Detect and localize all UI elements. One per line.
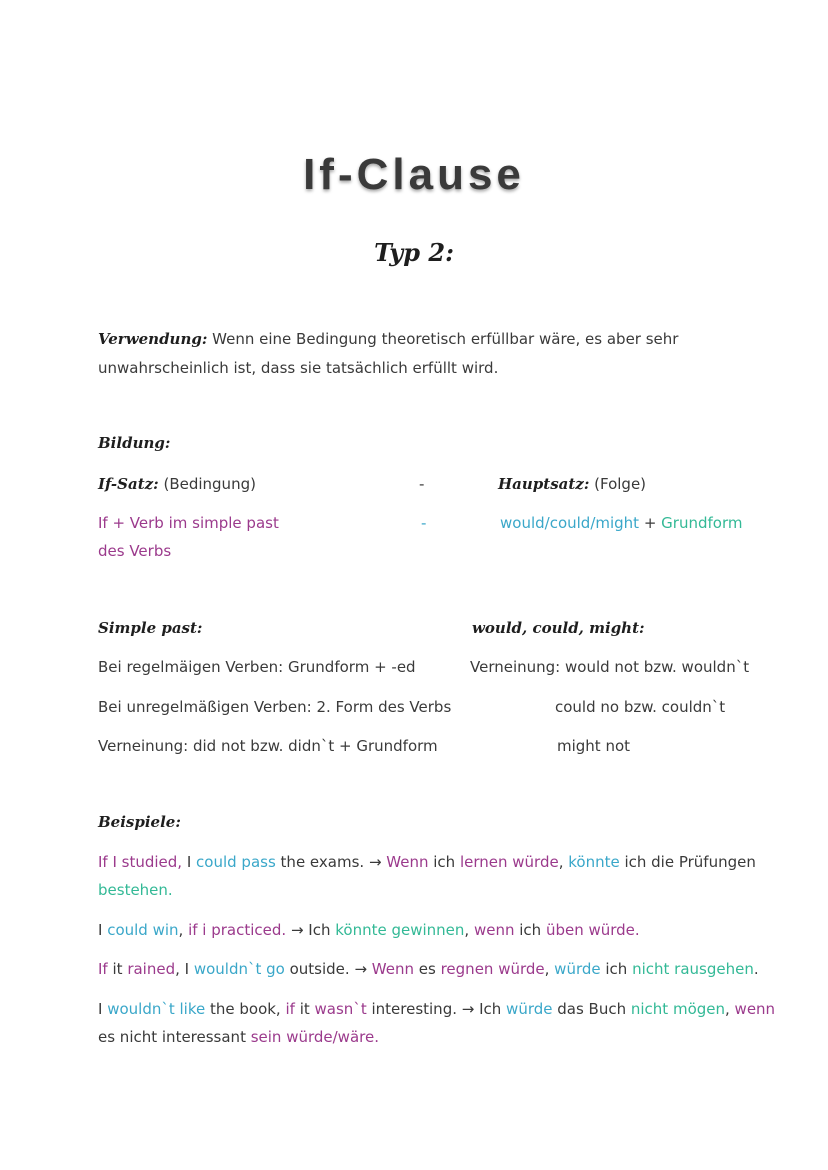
ex1-i: I [186, 853, 197, 871]
ex4-ich: Ich [479, 1000, 507, 1018]
ex3-wuerde: würde [554, 960, 601, 978]
ex3-wouldnt-go: wouldn`t go [193, 960, 285, 978]
ex4-if: if [285, 1000, 295, 1018]
ex4-sein-wuerde: sein würde/wäre. [250, 1028, 379, 1046]
ex2-wenn: wenn [473, 921, 515, 939]
ex4-wuerde: würde [506, 1000, 553, 1018]
bildung-dash2: - [421, 514, 427, 532]
ex4-nicht-moegen: nicht mögen [630, 1000, 725, 1018]
ex4-comma: , [725, 1000, 735, 1018]
arrow-right-icon: → [368, 853, 387, 871]
ex3-nicht-rausgehen: nicht rausgehen [632, 960, 754, 978]
ex2-i: I [98, 921, 108, 939]
ex3-if: If [98, 960, 108, 978]
ex2-if-practiced: if i practiced. [188, 921, 287, 939]
haupt-formula [500, 509, 742, 537]
hauptsatz-text: (Folge) [589, 475, 647, 493]
if-formula-line1: If + Verb im simple past [98, 514, 279, 532]
ex4-it: it [294, 1000, 315, 1018]
ex1-the-exams: the exams. [275, 853, 369, 871]
ex3-comma: , [544, 960, 555, 978]
page-title: If-Clause [303, 150, 525, 199]
modals-line: could no bzw. couldn`t [555, 698, 726, 716]
example-2 [98, 916, 640, 944]
ex1-pruefungen: ich die Prüfungen [619, 853, 756, 871]
ex1-koennte: könnte [568, 853, 620, 871]
simple-past-line: Bei regelmäigen Verben: Grundform + -ed [98, 658, 416, 676]
modals-line: might not [557, 737, 631, 755]
simple-past-heading: Simple past: [98, 619, 203, 637]
ex1-if: If I studied, [98, 853, 187, 871]
bildung-heading: Bildung: [98, 434, 171, 452]
ex4-the-book: the book, [205, 1000, 286, 1018]
ex4-es-nicht-interessant: es nicht interessant [98, 1028, 251, 1046]
beispiele-heading: Beispiele: [98, 813, 181, 831]
ex4-wouldnt-like: wouldn`t like [107, 1000, 206, 1018]
ex3-regnen-wuerde: regnen würde [440, 960, 545, 978]
ex4-wasnt: wasn`t [314, 1000, 367, 1018]
ex2-ueben-wuerde: üben würde. [545, 921, 640, 939]
ex2-could-win: could win [107, 921, 179, 939]
hauptsatz-label: Hauptsatz: [498, 475, 590, 493]
example-1-line2: bestehen. [98, 881, 173, 899]
arrow-right-icon: → [286, 921, 309, 939]
verwendung-text1: Wenn eine Bedingung theoretisch erfüllbar wäre, es aber sehr [207, 330, 679, 348]
ifsatz-row [98, 470, 256, 498]
ex3-i: , I [175, 960, 194, 978]
ex3-period: . [753, 960, 759, 978]
ex3-es: es [414, 960, 441, 978]
arrow-right-icon: → [461, 1000, 480, 1018]
example-3 [98, 955, 759, 983]
ex2-ich2: ich [514, 921, 546, 939]
ex3-wenn: Wenn [371, 960, 414, 978]
verwendung-line2: unwahrscheinlich ist, dass sie tatsächlich erfüllt wird. [98, 359, 499, 377]
ex4-wenn: wenn [734, 1000, 776, 1018]
ifsatz-text: (Bedingung) [158, 475, 256, 493]
page-subtitle: Typ 2: [374, 238, 454, 267]
ex3-it: it [107, 960, 128, 978]
modals-heading: would, could, might: [472, 619, 645, 637]
simple-past-line: Verneinung: did not bzw. didn`t + Grundform [98, 737, 438, 755]
modals-line: Verneinung: would not bzw. wouldn`t [470, 658, 750, 676]
hauptsatz-row [498, 470, 646, 498]
bildung-dash: - [419, 475, 425, 493]
ex1-ich: ich [428, 853, 460, 871]
ex1-comma: , [558, 853, 569, 871]
simple-past-line: Bei unregelmäßigen Verben: 2. Form des Verbs [98, 698, 452, 716]
verwendung-label: Verwendung: [98, 330, 208, 348]
ex3-rained: rained [127, 960, 176, 978]
ex3-outside: outside. [284, 960, 355, 978]
ex1-wenn: Wenn [386, 853, 429, 871]
verwendung-line1 [98, 325, 678, 353]
ifsatz-label: If-Satz: [98, 475, 159, 493]
haupt-formula-modals: would/could/might [500, 514, 640, 532]
example-1-line1 [98, 848, 756, 876]
ex4-interesting: interesting. [366, 1000, 462, 1018]
ex1-lernen-wuerde: lernen würde [459, 853, 559, 871]
ex4-i: I [98, 1000, 108, 1018]
ex2-koennte-gewinnen: könnte gewinnen [335, 921, 465, 939]
if-formula-line2: des Verbs [98, 542, 172, 560]
ex2-comma2: , [464, 921, 474, 939]
example-4-line2 [98, 1023, 379, 1051]
ex2-ich: Ich [308, 921, 336, 939]
ex2-comma: , [178, 921, 189, 939]
example-4-line1 [98, 995, 775, 1023]
haupt-formula-grundform: Grundform [661, 514, 743, 532]
ex1-could-pass: could pass [196, 853, 276, 871]
ex3-ich: ich [600, 960, 633, 978]
haupt-formula-plus: + [639, 514, 662, 532]
ex4-das-buch: das Buch [552, 1000, 631, 1018]
arrow-right-icon: → [354, 960, 372, 978]
